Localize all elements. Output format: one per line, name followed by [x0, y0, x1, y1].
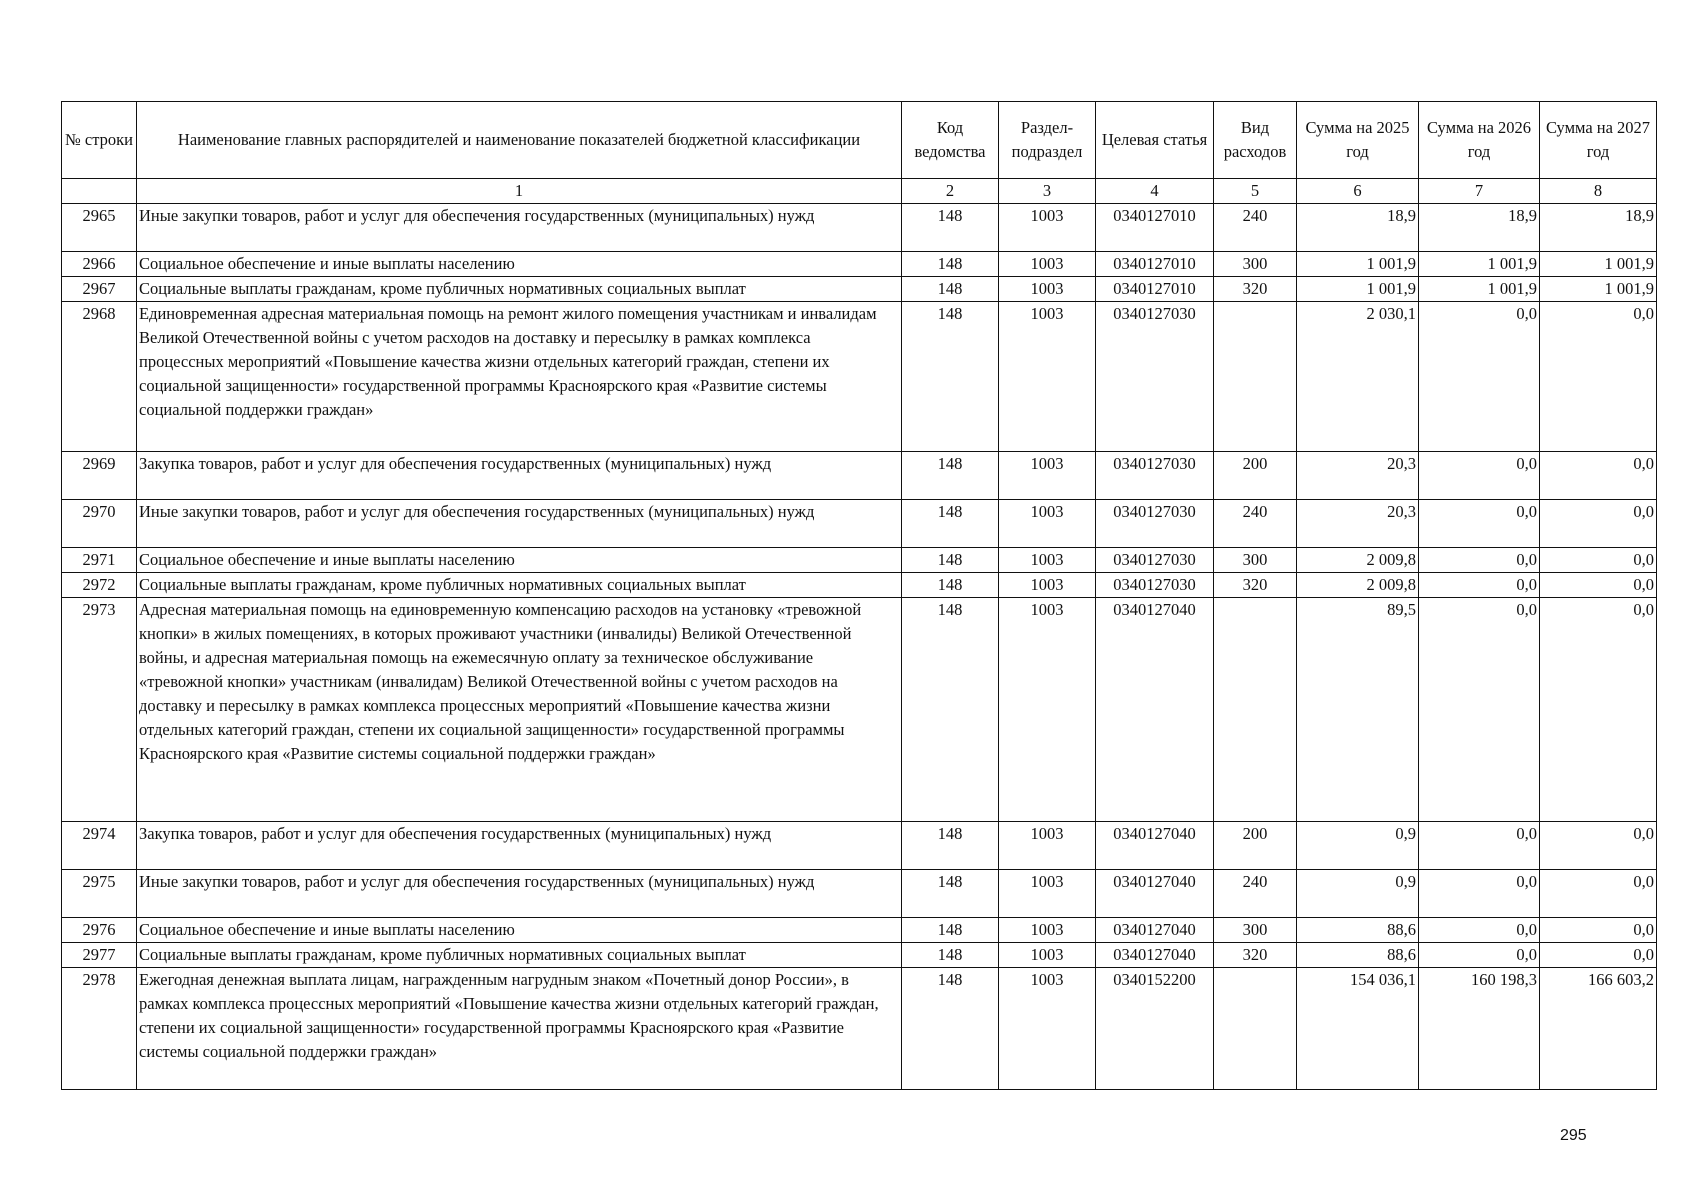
header-section: Раздел-подраздел — [999, 102, 1096, 179]
row-sum-2027: 0,0 — [1540, 548, 1657, 573]
column-number: 1 — [137, 179, 902, 204]
row-sum-2026: 18,9 — [1419, 204, 1540, 252]
table-row — [62, 968, 1657, 1090]
row-dept-code: 148 — [902, 943, 999, 968]
row-target: 0340127030 — [1096, 500, 1214, 548]
row-sum-2027: 1 001,9 — [1540, 277, 1657, 302]
row-name: Социальное обеспечение и иные выплаты населению — [137, 252, 902, 277]
row-name: Закупка товаров, работ и услуг для обеспечения государственных (муниципальных) нужд — [137, 452, 902, 500]
row-sum-2027: 0,0 — [1540, 573, 1657, 598]
row-section: 1003 — [999, 277, 1096, 302]
row-sum-2026: 0,0 — [1419, 302, 1540, 452]
header-exp-type: Вид расходов — [1214, 102, 1297, 179]
row-section: 1003 — [999, 918, 1096, 943]
row-target: 0340127010 — [1096, 277, 1214, 302]
column-number — [62, 179, 137, 204]
row-section: 1003 — [999, 500, 1096, 548]
row-target: 0340127010 — [1096, 252, 1214, 277]
row-target: 0340152200 — [1096, 968, 1214, 1090]
row-sum-2027: 0,0 — [1540, 500, 1657, 548]
row-sum-2026: 0,0 — [1419, 918, 1540, 943]
row-dept-code: 148 — [902, 573, 999, 598]
row-section: 1003 — [999, 252, 1096, 277]
row-number: 2971 — [62, 548, 137, 573]
row-sum-2025: 20,3 — [1297, 452, 1419, 500]
row-target: 0340127030 — [1096, 452, 1214, 500]
row-name: Иные закупки товаров, работ и услуг для обеспечения государственных (муниципальных) нужд — [137, 500, 902, 548]
table-row — [62, 204, 1657, 252]
row-sum-2026: 160 198,3 — [1419, 968, 1540, 1090]
row-exp-type: 240 — [1214, 204, 1297, 252]
row-section: 1003 — [999, 548, 1096, 573]
row-name: Закупка товаров, работ и услуг для обеспечения государственных (муниципальных) нужд — [137, 822, 902, 870]
row-sum-2027: 0,0 — [1540, 870, 1657, 918]
row-dept-code: 148 — [902, 252, 999, 277]
table-row — [62, 500, 1657, 548]
row-sum-2026: 0,0 — [1419, 598, 1540, 822]
row-dept-code: 148 — [902, 598, 999, 822]
row-dept-code: 148 — [902, 968, 999, 1090]
row-number: 2972 — [62, 573, 137, 598]
row-exp-type — [1214, 302, 1297, 452]
header-target: Целевая статья — [1096, 102, 1214, 179]
table-body — [62, 179, 1657, 1090]
row-section: 1003 — [999, 822, 1096, 870]
row-target: 0340127040 — [1096, 918, 1214, 943]
row-sum-2025: 88,6 — [1297, 943, 1419, 968]
table-row — [62, 822, 1657, 870]
row-sum-2027: 0,0 — [1540, 822, 1657, 870]
table-row — [62, 598, 1657, 822]
row-name: Социальные выплаты гражданам, кроме публичных нормативных социальных выплат — [137, 573, 902, 598]
row-dept-code: 148 — [902, 452, 999, 500]
row-sum-2025: 20,3 — [1297, 500, 1419, 548]
row-number: 2978 — [62, 968, 137, 1090]
table-row — [62, 452, 1657, 500]
row-exp-type — [1214, 968, 1297, 1090]
row-section: 1003 — [999, 302, 1096, 452]
row-name: Социальные выплаты гражданам, кроме публичных нормативных социальных выплат — [137, 943, 902, 968]
table-row — [62, 573, 1657, 598]
row-sum-2027: 0,0 — [1540, 598, 1657, 822]
table-row — [62, 870, 1657, 918]
row-number: 2966 — [62, 252, 137, 277]
row-sum-2025: 2 009,8 — [1297, 573, 1419, 598]
row-dept-code: 148 — [902, 548, 999, 573]
row-dept-code: 148 — [902, 822, 999, 870]
row-section: 1003 — [999, 204, 1096, 252]
row-sum-2027: 0,0 — [1540, 918, 1657, 943]
row-number: 2973 — [62, 598, 137, 822]
table-row — [62, 277, 1657, 302]
row-sum-2026: 0,0 — [1419, 573, 1540, 598]
column-number: 6 — [1297, 179, 1419, 204]
row-exp-type: 320 — [1214, 943, 1297, 968]
table-row — [62, 252, 1657, 277]
row-exp-type: 240 — [1214, 500, 1297, 548]
row-dept-code: 148 — [902, 204, 999, 252]
row-sum-2027: 0,0 — [1540, 452, 1657, 500]
row-target: 0340127030 — [1096, 573, 1214, 598]
row-sum-2027: 18,9 — [1540, 204, 1657, 252]
row-number: 2967 — [62, 277, 137, 302]
column-number: 5 — [1214, 179, 1297, 204]
header-sum-2027: Сумма на 2027 год — [1540, 102, 1657, 179]
column-number: 8 — [1540, 179, 1657, 204]
row-sum-2025: 1 001,9 — [1297, 277, 1419, 302]
column-number: 4 — [1096, 179, 1214, 204]
row-number: 2969 — [62, 452, 137, 500]
row-exp-type: 300 — [1214, 252, 1297, 277]
row-name: Социальное обеспечение и иные выплаты населению — [137, 918, 902, 943]
row-sum-2026: 0,0 — [1419, 452, 1540, 500]
header-dept-code: Код ведомства — [902, 102, 999, 179]
row-name: Иные закупки товаров, работ и услуг для обеспечения государственных (муниципальных) нужд — [137, 870, 902, 918]
row-sum-2026: 0,0 — [1419, 500, 1540, 548]
table-row — [62, 943, 1657, 968]
table-row — [62, 302, 1657, 452]
row-sum-2027: 1 001,9 — [1540, 252, 1657, 277]
row-target: 0340127010 — [1096, 204, 1214, 252]
row-exp-type: 300 — [1214, 548, 1297, 573]
row-name: Иные закупки товаров, работ и услуг для обеспечения государственных (муниципальных) нужд — [137, 204, 902, 252]
row-sum-2026: 0,0 — [1419, 822, 1540, 870]
table-row — [62, 918, 1657, 943]
row-sum-2025: 0,9 — [1297, 822, 1419, 870]
row-dept-code: 148 — [902, 870, 999, 918]
row-section: 1003 — [999, 452, 1096, 500]
column-number: 3 — [999, 179, 1096, 204]
row-name: Ежегодная денежная выплата лицам, награжденным нагрудным знаком «Почетный донор России», в рамках комплекса процессных мероприятий «Повышение качества жизни отдельных категорий граждан, степени их социальной защищенности» государственной программы Красноярского края «Развитие системы социальной поддержки граждан» — [137, 968, 902, 1090]
column-numbers-row — [62, 179, 1657, 204]
row-sum-2025: 89,5 — [1297, 598, 1419, 822]
header-row-no: № строки — [62, 102, 137, 179]
row-exp-type: 320 — [1214, 277, 1297, 302]
row-sum-2025: 154 036,1 — [1297, 968, 1419, 1090]
row-section: 1003 — [999, 943, 1096, 968]
row-target: 0340127030 — [1096, 302, 1214, 452]
row-dept-code: 148 — [902, 918, 999, 943]
row-exp-type: 200 — [1214, 822, 1297, 870]
column-number: 7 — [1419, 179, 1540, 204]
row-sum-2026: 0,0 — [1419, 943, 1540, 968]
row-dept-code: 148 — [902, 500, 999, 548]
row-sum-2026: 0,0 — [1419, 870, 1540, 918]
row-name: Адресная материальная помощь на единовременную компенсацию расходов на установку «тревожной кнопки» в жилых помещениях, в которых проживают участники (инвалиды) Великой Отечественной войны, и адресная материальная помощь на ежемесячную оплату за техническое обслуживание «тревожной кнопки» участникам (инвалидам) Великой Отечественной войны с учетом расходов на доставку и пересылку в рамках комплекса процессных мероприятий «Повышение качества жизни отдельных категорий граждан, степени их социальной защищенности» государственной программы Красноярского края «Развитие системы социальной поддержки граждан» — [137, 598, 902, 822]
row-target: 0340127030 — [1096, 548, 1214, 573]
row-name: Социальное обеспечение и иные выплаты населению — [137, 548, 902, 573]
row-number: 2975 — [62, 870, 137, 918]
row-sum-2025: 1 001,9 — [1297, 252, 1419, 277]
row-sum-2026: 1 001,9 — [1419, 252, 1540, 277]
row-name: Социальные выплаты гражданам, кроме публичных нормативных социальных выплат — [137, 277, 902, 302]
row-target: 0340127040 — [1096, 598, 1214, 822]
row-sum-2026: 0,0 — [1419, 548, 1540, 573]
budget-table — [61, 101, 1657, 1090]
row-exp-type: 320 — [1214, 573, 1297, 598]
table-header — [62, 102, 1657, 179]
row-exp-type — [1214, 598, 1297, 822]
row-target: 0340127040 — [1096, 870, 1214, 918]
row-number: 2970 — [62, 500, 137, 548]
row-number: 2976 — [62, 918, 137, 943]
row-sum-2027: 0,0 — [1540, 943, 1657, 968]
row-sum-2025: 2 009,8 — [1297, 548, 1419, 573]
header-sum-2026: Сумма на 2026 год — [1419, 102, 1540, 179]
row-exp-type: 300 — [1214, 918, 1297, 943]
row-name: Единовременная адресная материальная помощь на ремонт жилого помещения участникам и инвалидам Великой Отечественной войны с учетом расходов на доставку и пересылку в рамках комплекса процессных мероприятий «Повышение качества жизни отдельных категорий граждан, степени их социальной защищенности» государственной программы Красноярского края «Развитие системы социальной поддержки граждан» — [137, 302, 902, 452]
row-sum-2027: 0,0 — [1540, 302, 1657, 452]
table-row — [62, 548, 1657, 573]
row-sum-2026: 1 001,9 — [1419, 277, 1540, 302]
row-section: 1003 — [999, 598, 1096, 822]
header-sum-2025: Сумма на 2025 год — [1297, 102, 1419, 179]
row-sum-2027: 166 603,2 — [1540, 968, 1657, 1090]
row-sum-2025: 18,9 — [1297, 204, 1419, 252]
row-section: 1003 — [999, 968, 1096, 1090]
header-name: Наименование главных распорядителей и наименование показателей бюджетной классификации — [137, 102, 902, 179]
row-sum-2025: 88,6 — [1297, 918, 1419, 943]
row-number: 2974 — [62, 822, 137, 870]
row-target: 0340127040 — [1096, 943, 1214, 968]
row-number: 2965 — [62, 204, 137, 252]
row-section: 1003 — [999, 573, 1096, 598]
row-dept-code: 148 — [902, 302, 999, 452]
column-number: 2 — [902, 179, 999, 204]
row-sum-2025: 2 030,1 — [1297, 302, 1419, 452]
row-exp-type: 200 — [1214, 452, 1297, 500]
page-number: 295 — [1560, 1127, 1587, 1144]
row-number: 2977 — [62, 943, 137, 968]
row-sum-2025: 0,9 — [1297, 870, 1419, 918]
row-number: 2968 — [62, 302, 137, 452]
row-dept-code: 148 — [902, 277, 999, 302]
row-section: 1003 — [999, 870, 1096, 918]
row-target: 0340127040 — [1096, 822, 1214, 870]
row-exp-type: 240 — [1214, 870, 1297, 918]
